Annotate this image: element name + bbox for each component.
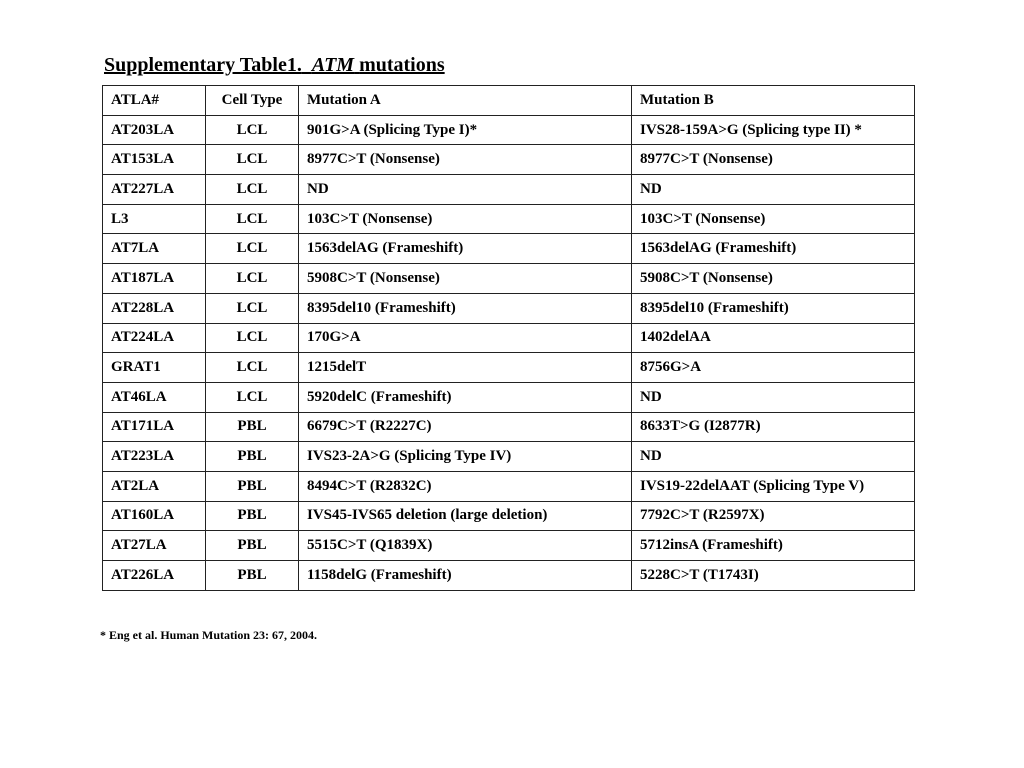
table-header-row xyxy=(103,86,915,116)
cell-mutation-b: 1402delAA xyxy=(632,323,915,353)
table-body xyxy=(103,115,915,590)
cell-mutation-b: 5228C>T (T1743I) xyxy=(632,561,915,591)
cell-cell-type: LCL xyxy=(206,382,299,412)
cell-mutation-b: ND xyxy=(632,382,915,412)
cell-cell-type: LCL xyxy=(206,204,299,234)
header-atla: ATLA# xyxy=(103,86,206,116)
cell-mutation-b: 8756G>A xyxy=(632,353,915,383)
table-row xyxy=(103,175,915,205)
cell-atla: AT160LA xyxy=(103,501,206,531)
table-row xyxy=(103,293,915,323)
cell-mutation-b: ND xyxy=(632,175,915,205)
cell-cell-type: PBL xyxy=(206,501,299,531)
cell-mutation-b: 8977C>T (Nonsense) xyxy=(632,145,915,175)
table-row xyxy=(103,412,915,442)
table-row xyxy=(103,471,915,501)
cell-atla: GRAT1 xyxy=(103,353,206,383)
cell-mutation-a: IVS45-IVS65 deletion (large deletion) xyxy=(299,501,632,531)
cell-atla: AT223LA xyxy=(103,442,206,472)
page-title xyxy=(104,52,445,78)
cell-atla: L3 xyxy=(103,204,206,234)
cell-atla: AT46LA xyxy=(103,382,206,412)
cell-mutation-a: 1215delT xyxy=(299,353,632,383)
cell-atla: AT171LA xyxy=(103,412,206,442)
cell-atla: AT27LA xyxy=(103,531,206,561)
cell-mutation-a: 5920delC (Frameshift) xyxy=(299,382,632,412)
cell-mutation-b: IVS28-159A>G (Splicing type II) * xyxy=(632,115,915,145)
header-mutation-a: Mutation A xyxy=(299,86,632,116)
cell-atla: AT228LA xyxy=(103,293,206,323)
table-row xyxy=(103,561,915,591)
mutations-table xyxy=(102,85,915,591)
header-mutation-b: Mutation B xyxy=(632,86,915,116)
cell-cell-type: LCL xyxy=(206,175,299,205)
cell-mutation-a: ND xyxy=(299,175,632,205)
table-row xyxy=(103,501,915,531)
cell-cell-type: PBL xyxy=(206,412,299,442)
cell-atla: AT203LA xyxy=(103,115,206,145)
table-row xyxy=(103,442,915,472)
cell-atla: AT7LA xyxy=(103,234,206,264)
cell-atla: AT226LA xyxy=(103,561,206,591)
title-suffix: mutations xyxy=(359,54,445,76)
cell-cell-type: LCL xyxy=(206,293,299,323)
cell-mutation-a: 8395del10 (Frameshift) xyxy=(299,293,632,323)
header-cell-type: Cell Type xyxy=(206,86,299,116)
table-row xyxy=(103,323,915,353)
cell-mutation-b: 1563delAG (Frameshift) xyxy=(632,234,915,264)
title-prefix: Supplementary Table1. xyxy=(104,54,302,76)
cell-cell-type: LCL xyxy=(206,234,299,264)
cell-cell-type: PBL xyxy=(206,442,299,472)
cell-mutation-b: 5908C>T (Nonsense) xyxy=(632,264,915,294)
cell-mutation-a: 5515C>T (Q1839X) xyxy=(299,531,632,561)
table-row xyxy=(103,234,915,264)
cell-cell-type: PBL xyxy=(206,471,299,501)
cell-mutation-b: IVS19-22delAAT (Splicing Type V) xyxy=(632,471,915,501)
table-row xyxy=(103,115,915,145)
cell-mutation-a: 8494C>T (R2832C) xyxy=(299,471,632,501)
table-row xyxy=(103,353,915,383)
cell-atla: AT187LA xyxy=(103,264,206,294)
cell-atla: AT224LA xyxy=(103,323,206,353)
cell-cell-type: LCL xyxy=(206,264,299,294)
cell-cell-type: PBL xyxy=(206,531,299,561)
cell-cell-type: PBL xyxy=(206,561,299,591)
table-row xyxy=(103,531,915,561)
cell-mutation-b: 8395del10 (Frameshift) xyxy=(632,293,915,323)
cell-cell-type: LCL xyxy=(206,115,299,145)
cell-mutation-b: 7792C>T (R2597X) xyxy=(632,501,915,531)
cell-atla: AT153LA xyxy=(103,145,206,175)
cell-mutation-a: 901G>A (Splicing Type I)* xyxy=(299,115,632,145)
cell-mutation-a: 5908C>T (Nonsense) xyxy=(299,264,632,294)
cell-mutation-b: 103C>T (Nonsense) xyxy=(632,204,915,234)
table-row xyxy=(103,382,915,412)
cell-mutation-a: IVS23-2A>G (Splicing Type IV) xyxy=(299,442,632,472)
cell-mutation-a: 6679C>T (R2227C) xyxy=(299,412,632,442)
table-row xyxy=(103,264,915,294)
cell-mutation-a: 1563delAG (Frameshift) xyxy=(299,234,632,264)
cell-mutation-b: 5712insA (Frameshift) xyxy=(632,531,915,561)
table-row xyxy=(103,145,915,175)
cell-cell-type: LCL xyxy=(206,145,299,175)
cell-mutation-a: 170G>A xyxy=(299,323,632,353)
cell-mutation-a: 8977C>T (Nonsense) xyxy=(299,145,632,175)
title-gene: ATM xyxy=(311,54,355,76)
cell-cell-type: LCL xyxy=(206,353,299,383)
cell-mutation-b: 8633T>G (I2877R) xyxy=(632,412,915,442)
cell-mutation-a: 103C>T (Nonsense) xyxy=(299,204,632,234)
cell-mutation-b: ND xyxy=(632,442,915,472)
footnote: * Eng et al. Human Mutation 23: 67, 2004. xyxy=(100,628,318,642)
table-row xyxy=(103,204,915,234)
cell-mutation-a: 1158delG (Frameshift) xyxy=(299,561,632,591)
cell-atla: AT2LA xyxy=(103,471,206,501)
cell-atla: AT227LA xyxy=(103,175,206,205)
cell-cell-type: LCL xyxy=(206,323,299,353)
